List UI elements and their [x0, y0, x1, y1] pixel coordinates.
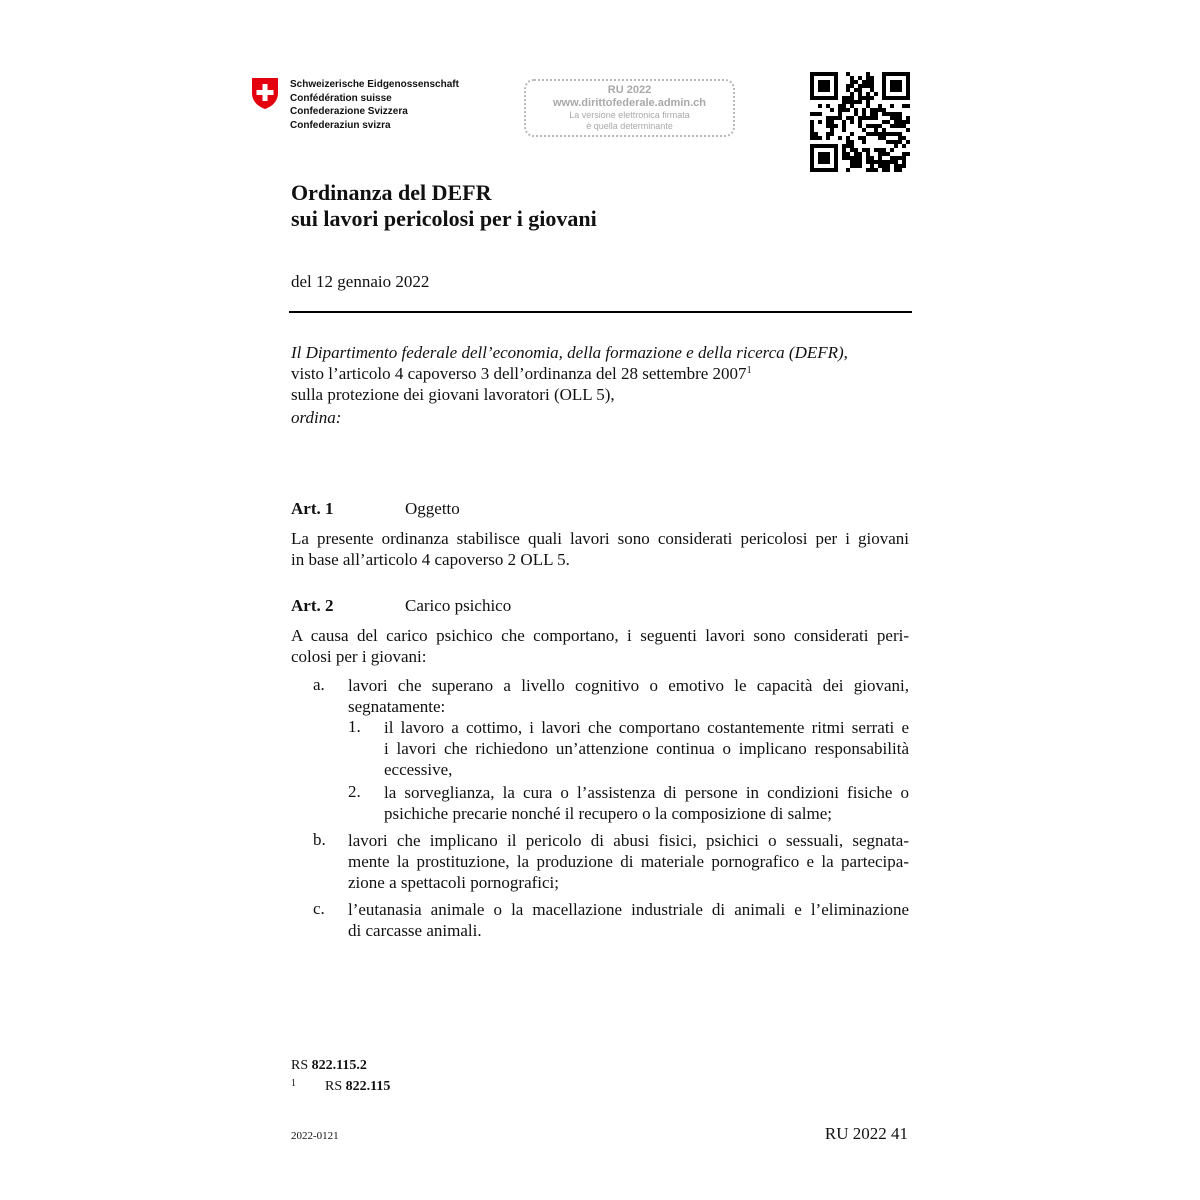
list-item-c-line: di carcasse animali.: [348, 921, 482, 940]
article-1-text-line: La presente ordinanza stabilisce quali lavori sono considerati pericolosi per i giovani: [291, 529, 909, 548]
title-line-2: sui lavori pericolosi per i giovani: [291, 206, 597, 231]
footnote-1-prefix: RS: [325, 1079, 343, 1094]
title-divider: [289, 311, 912, 313]
list-item-b-line: zione a spettacoli pornografici;: [348, 873, 559, 892]
article-1-text-line: in base all’articolo 4 capoverso 2 OLL 5.: [291, 550, 570, 569]
qr-code-icon: [810, 72, 910, 172]
stamp-line-3: La versione elettronica firmata: [569, 110, 690, 120]
article-2-heading: [291, 596, 511, 616]
sublist-item-marker-1: 1.: [348, 717, 361, 736]
list-item-c-line: l’eutanasia animale o la macellazione industriale di animali e l’eliminazione: [348, 900, 909, 919]
preamble: [291, 342, 848, 428]
article-1-title: Oggetto: [405, 499, 460, 518]
stamp-line-4: è quella determinante: [586, 121, 673, 131]
footnote-1: [325, 1079, 390, 1095]
list-item-marker-a: a.: [313, 675, 325, 694]
preamble-basis-line-1: [291, 363, 848, 384]
list-item-b-line: lavori che implicano il pericolo di abusi fisici, psichici o sessuali, segnata-: [348, 831, 909, 850]
swiss-cross-shield-icon: [250, 76, 280, 110]
preamble-ordina: ordina:: [291, 408, 342, 427]
preamble-basis-text: visto l’articolo 4 capoverso 3 dell’ordinanza del 28 settembre 2007: [291, 364, 747, 383]
sublist-item-1-line: il lavoro a cottimo, i lavori che comportano costantemente ritmi serrati e: [384, 718, 909, 737]
article-2-title: Carico psichico: [405, 596, 512, 615]
confed-line-rm: Confederaziun svizra: [290, 119, 391, 131]
preamble-basis-line-2: sulla protezione dei giovani lavoratori (OLL 5),: [291, 385, 615, 404]
page-reference: RU 2022 41: [824, 1124, 908, 1143]
document-title: [291, 180, 597, 232]
list-item-a-line: lavori che superano a livello cognitivo o emotivo le capacità dei giovani,: [348, 676, 909, 695]
document-id: 2022-0121: [291, 1130, 339, 1142]
list-item-marker-c: c.: [313, 899, 325, 918]
title-line-1: Ordinanza del DEFR: [291, 180, 492, 205]
list-item-a-line: segnatamente:: [348, 697, 446, 716]
document-date: del 12 gennaio 2022: [291, 272, 430, 291]
footnote-1-marker: 1: [291, 1078, 296, 1089]
confed-line-de: Schweizerische Eidgenossenschaft: [290, 79, 459, 90]
rs-reference: [291, 1058, 367, 1074]
sublist-item-2-line: psichiche precarie nonché il recupero o la composizione di salme;: [384, 804, 832, 823]
confed-line-fr: Confédération suisse: [290, 92, 392, 104]
article-1-number: Art. 1: [291, 499, 334, 518]
article-2-number: Art. 2: [291, 596, 334, 615]
sublist-item-1-line: i lavori che richiedono un’attenzione continua o implicano responsabilità: [384, 739, 909, 758]
footnote-1-number: 822.115: [345, 1079, 391, 1094]
list-item-marker-b: b.: [313, 830, 326, 849]
official-publication-stamp: [524, 79, 735, 137]
article-1-heading: [291, 499, 460, 519]
stamp-url[interactable]: www.dirittofederale.admin.ch: [552, 97, 706, 109]
rs-number: 822.115.2: [311, 1058, 367, 1073]
confederation-names: [290, 78, 459, 132]
preamble-authority: Il Dipartimento federale dell’economia, della formazione e della ricerca (DEFR),: [291, 343, 848, 362]
article-2-intro-line: A causa del carico psichico che comportano, i seguenti lavori sono considerati peri-: [291, 626, 909, 645]
stamp-line-1: RU 2022: [607, 84, 652, 96]
confed-line-it: Confederazione Svizzera: [290, 106, 408, 117]
list-item-b-line: mente la prostituzione, la produzione di materiale pornografico e la partecipa-: [348, 852, 909, 871]
sublist-item-2-line: la sorveglianza, la cura o l’assistenza di persone in condizioni fisiche o: [384, 783, 909, 802]
article-2-intro-line: colosi per i giovani:: [291, 647, 427, 666]
sublist-item-marker-2: 2.: [348, 782, 361, 801]
rs-prefix: RS: [291, 1058, 309, 1073]
footnote-ref-1[interactable]: 1: [746, 365, 752, 376]
sublist-item-1-line: eccessive,: [384, 760, 453, 779]
